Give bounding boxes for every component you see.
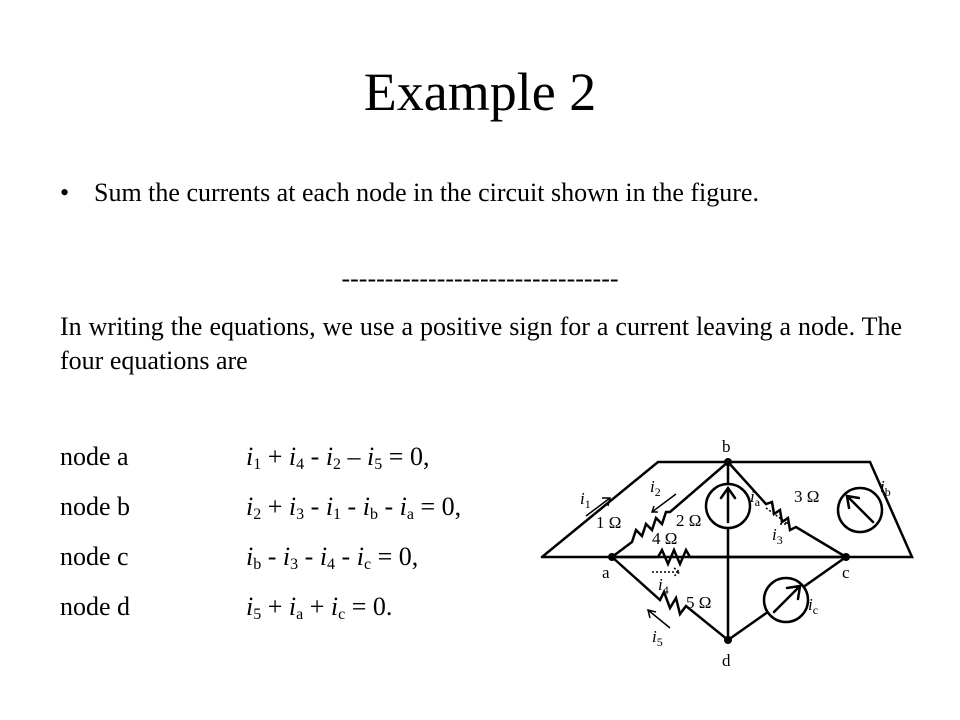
current-subscript: c xyxy=(338,606,346,623)
current-subscript: 2 xyxy=(333,456,342,473)
current-symbol: i xyxy=(288,442,297,471)
current-label-i3: $i_3$ xyxy=(772,525,783,547)
current-label-ib: $i_b$ xyxy=(880,477,891,499)
bullet-text: Sum the currents at each node in the circuit shown in the figure. xyxy=(94,178,759,207)
current-symbol: i xyxy=(367,442,375,471)
current-symbol: i xyxy=(246,442,254,471)
current-symbol: i xyxy=(356,542,364,571)
current-subscript: 1 xyxy=(253,456,262,473)
equation-operator: + xyxy=(261,492,289,521)
current-subscript: a xyxy=(296,606,304,623)
equation-node-label: node a xyxy=(60,442,129,471)
i5-arrow xyxy=(648,610,670,628)
node-b-dot xyxy=(724,458,732,466)
resistor-1-label: 1 Ω xyxy=(596,513,622,532)
equation-expression xyxy=(246,440,429,474)
node-a-label: a xyxy=(602,563,610,582)
equation-operator: - xyxy=(335,542,357,571)
current-symbol: i xyxy=(246,492,254,521)
current-subscript: 5 xyxy=(253,606,262,623)
equation-operator: + xyxy=(261,592,289,621)
equation-operator: - xyxy=(377,492,400,521)
current-subscript: 4 xyxy=(327,556,336,573)
equation-row xyxy=(60,590,392,624)
node-d-label: d xyxy=(722,651,731,670)
equation-expression xyxy=(246,490,461,524)
node-c-dot xyxy=(842,553,850,561)
current-subscript: 5 xyxy=(374,456,383,473)
explanation-paragraph: In writing the equations, we use a positive sign for a current leaving a node. The four equations are xyxy=(60,312,902,375)
current-subscript: b xyxy=(369,506,378,523)
equation-operator: – xyxy=(341,442,368,471)
slide-title: Example 2 xyxy=(363,62,597,122)
current-symbol: i xyxy=(288,492,297,521)
current-label-i2: $i_2$ xyxy=(650,477,661,499)
current-subscript: 4 xyxy=(296,456,305,473)
equation-expression xyxy=(246,590,392,624)
equation-operator: - xyxy=(304,492,326,521)
equation-operator: + xyxy=(303,592,331,621)
equation-operator: - xyxy=(304,442,326,471)
current-label-i4: $i_4$ xyxy=(658,575,669,597)
current-subscript: 2 xyxy=(253,506,262,523)
bullet-item xyxy=(60,176,902,210)
current-symbol: i xyxy=(325,492,334,521)
current-subscript: 1 xyxy=(333,506,342,523)
resistor-2-label: 2 Ω xyxy=(676,511,702,530)
equation-row xyxy=(60,490,461,524)
equation-node-label: node b xyxy=(60,492,131,521)
equation-operator: - xyxy=(341,492,363,521)
resistor-5-label: 5 Ω xyxy=(686,593,712,612)
node-a-dot xyxy=(608,553,616,561)
current-subscript: b xyxy=(253,556,262,573)
i4-arrow xyxy=(652,568,680,576)
equation-operator: = 0, xyxy=(371,542,419,571)
equation-node-label: node d xyxy=(60,592,131,621)
current-symbol: i xyxy=(246,592,254,621)
resistor-3-label: 3 Ω xyxy=(794,487,820,506)
current-subscript: c xyxy=(363,556,372,573)
resistor-4-label: 4 Ω xyxy=(652,529,678,548)
node-d-dot xyxy=(724,636,732,644)
current-subscript: a xyxy=(406,506,414,523)
node-b-label: b xyxy=(722,437,731,456)
current-subscript: 3 xyxy=(290,556,299,573)
current-label-i5: $i_5$ xyxy=(652,627,663,649)
equation-operator: = 0, xyxy=(413,492,462,521)
current-symbol: i xyxy=(288,592,297,621)
current-symbol: i xyxy=(282,542,291,571)
current-symbol: i xyxy=(246,542,254,571)
equation-node-label: node c xyxy=(60,542,129,571)
current-symbol: i xyxy=(330,592,339,621)
current-label-ia: $i_a$ xyxy=(750,487,761,509)
node-c-label: c xyxy=(842,563,850,582)
equation-row xyxy=(60,540,418,574)
current-label-i1: $i_1$ xyxy=(580,489,591,511)
current-subscript: 3 xyxy=(296,506,305,523)
current-symbol: i xyxy=(325,442,334,471)
equation-operator: - xyxy=(298,542,320,571)
equation-operator: = 0, xyxy=(382,442,430,471)
divider-line: -------------------------------- xyxy=(341,264,619,293)
equation-expression xyxy=(246,540,418,574)
equation-operator: + xyxy=(261,442,289,471)
circuit-diagram xyxy=(540,432,920,692)
current-symbol: i xyxy=(362,492,370,521)
equation-operator: = 0. xyxy=(345,592,393,621)
bullet-icon: • xyxy=(60,178,70,207)
equation-operator: - xyxy=(261,542,283,571)
equation-row xyxy=(60,440,429,474)
current-label-ic: $i_c$ xyxy=(808,595,819,617)
current-symbol: i xyxy=(319,542,328,571)
current-symbol: i xyxy=(399,492,407,521)
